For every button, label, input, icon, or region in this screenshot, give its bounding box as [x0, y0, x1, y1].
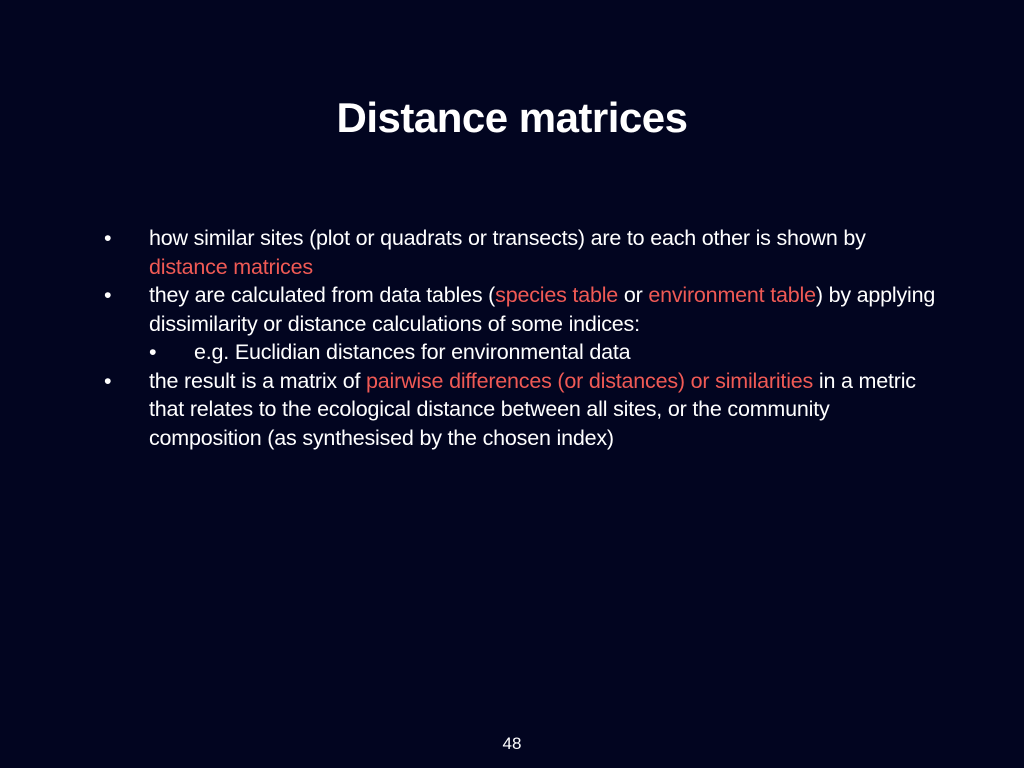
bullet-text: how similar sites (plot or quadrats or transects) are to each other is shown by — [149, 226, 866, 250]
bullet-item — [104, 281, 944, 338]
bullet-marker: • — [104, 368, 112, 393]
bullet-text: e.g. Euclidian distances for environmental data — [194, 340, 631, 364]
bullet-item — [104, 367, 944, 453]
bullet-item — [104, 224, 944, 281]
sub-bullet-item — [104, 338, 944, 367]
bullet-list — [104, 224, 944, 452]
highlight-term: species table — [495, 283, 619, 307]
highlight-term: distance matrices — [149, 254, 313, 279]
bullet-text: ) by applying dissimilarity or distance calculations of some indices: — [149, 283, 936, 336]
bullet-text: or — [618, 283, 649, 307]
slide-title: Distance matrices — [336, 94, 688, 141]
page-number: 48 — [502, 734, 522, 753]
bullet-marker: • — [104, 283, 112, 307]
bullet-text: they are calculated from data tables ( — [149, 283, 496, 307]
highlight-term: pairwise differences (or distances) or similarities — [366, 368, 814, 393]
bullet-marker: • — [104, 226, 112, 250]
bullet-text: the result is a matrix of — [149, 368, 367, 393]
highlight-term: environment table — [648, 283, 816, 307]
bullet-text: in a metric that relates to the ecological distance between all sites, or the community composition (as synthesised by the chosen index) — [149, 368, 916, 450]
bullet-marker: • — [149, 340, 157, 364]
